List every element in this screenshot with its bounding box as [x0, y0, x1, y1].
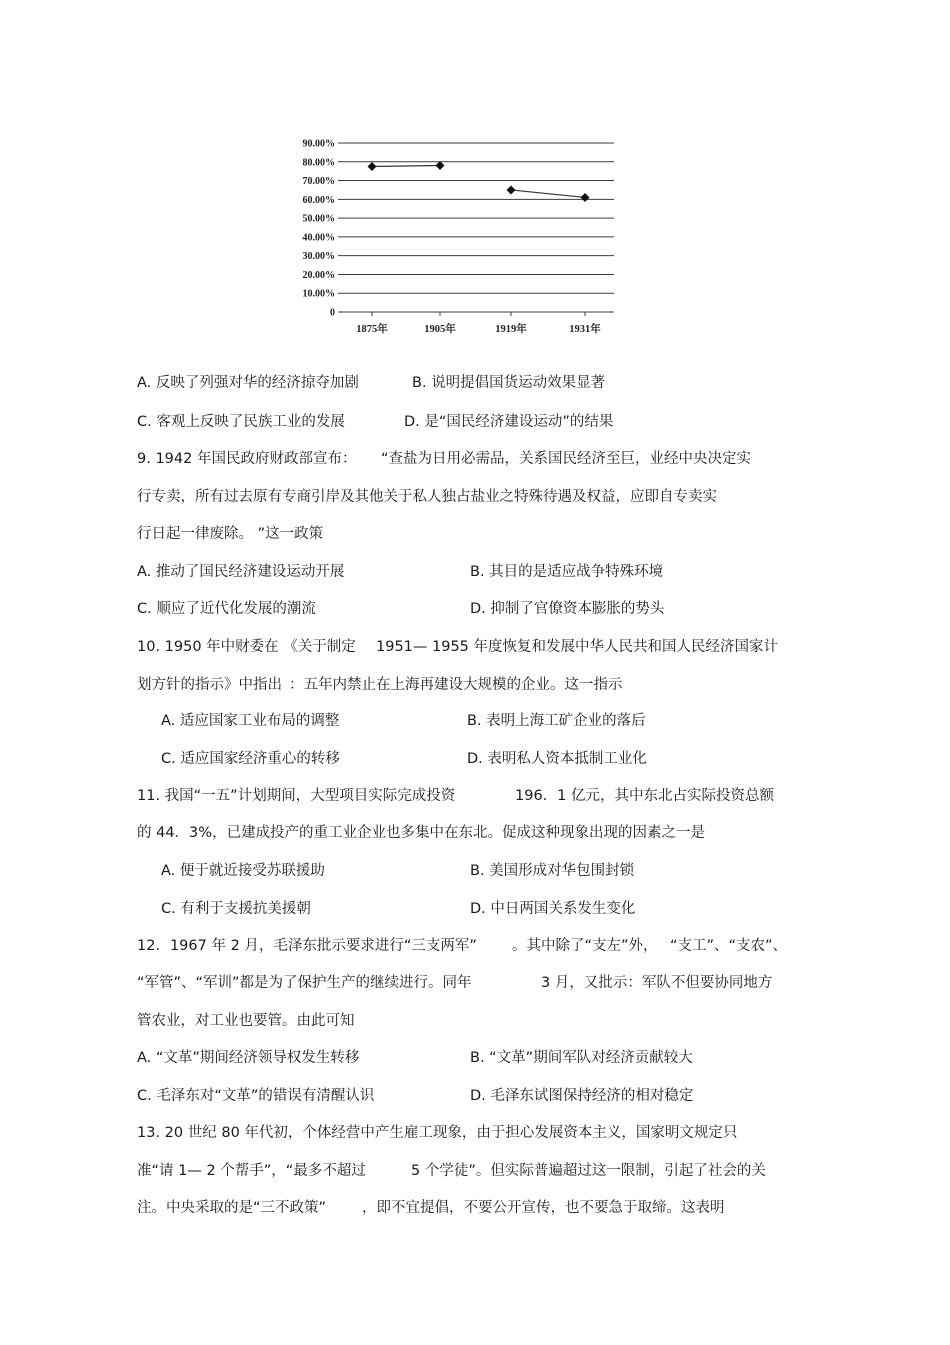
q13-stem-2a: 准“请 1— 2 个帮手”，“最多不超过	[137, 1163, 366, 1179]
series-line	[511, 190, 585, 198]
q9-stem-3: 行日起一律废除。 ”这一政策	[137, 526, 324, 542]
y-tick-label: 10.00%	[302, 288, 335, 300]
q12-stem-1a: 12．1967 年 2 月，毛泽东批示要求进行“三支两军”	[137, 938, 477, 954]
q9-option-d[interactable]: D. 抑制了官僚资本膨胀的势头	[470, 601, 665, 617]
q8-option-d[interactable]: D. 是“国民经济建设运动”的结果	[404, 414, 614, 430]
y-tick-label: 20.00%	[302, 269, 335, 281]
q10-stem-2a: 划方针的指示》中指出	[137, 677, 282, 693]
q9-stem-1b: “查盐为日用必需品，关系国民经济至巨，业经中央决定实	[381, 451, 752, 467]
x-tick-label: 1919年	[495, 324, 527, 335]
q11-stem-2: 的 44．3%，已建成投产的重工业企业也多集中在东北。促成这种现象出现的因素之一是	[137, 825, 706, 841]
q11-option-c[interactable]: C. 有利于支援抗美援朝	[161, 901, 311, 917]
q12-option-b[interactable]: B. “文革”期间军队对经济贡献较大	[470, 1050, 693, 1066]
q11-option-b[interactable]: B. 美国形成对华包围封锁	[470, 863, 635, 879]
chart-x-ticks	[356, 312, 601, 335]
y-tick-label: 70.00%	[302, 176, 335, 188]
q9-option-b[interactable]: B. 其目的是适应战争特殊环境	[470, 564, 664, 580]
q8-option-a[interactable]: A. 反映了列强对华的经济掠夺加剧	[137, 375, 359, 391]
q13-stem-1: 13. 20 世纪 80 年代初，个体经营中产生雇工现象，由于担心发展资本主义，国家明文规定只	[137, 1125, 738, 1141]
data-point-marker	[368, 162, 377, 171]
q8-option-c[interactable]: C. 客观上反映了民族工业的发展	[137, 414, 345, 430]
q12-stem-1b: 。其中除了“支左”外，	[512, 938, 658, 954]
q13-stem-2b: 5 个学徒”。但实际普遍超过这一限制，引起了社会的关	[411, 1163, 766, 1179]
q13-stem-3b: ，即不宜提倡，不要公开宣传，也不要急于取缔。这表明	[362, 1200, 725, 1216]
y-tick-label: 40.00%	[302, 232, 335, 244]
data-point-marker	[581, 193, 590, 202]
q10-stem-2b: ：五年内禁止在上海再建设大规模的企业。这一指示	[289, 677, 623, 693]
q12-stem-2a: “军管”、“军训”都是为了保护生产的继续进行。同年	[137, 975, 472, 991]
q12-option-c[interactable]: C. 毛泽东对“文革”的错误有清醒认识	[137, 1088, 375, 1104]
q12-option-a[interactable]: A. “文革”期间经济领导权发生转移	[137, 1050, 360, 1066]
q10-option-c[interactable]: C. 适应国家经济重心的转移	[161, 751, 340, 767]
chart-y-ticks	[303, 139, 336, 319]
chart-gridlines	[338, 143, 614, 312]
x-tick-label: 1931年	[569, 324, 601, 335]
line-chart	[280, 130, 640, 345]
data-point-marker	[436, 161, 445, 170]
y-tick-label: 60.00%	[302, 194, 335, 206]
q10-option-a[interactable]: A. 适应国家工业布局的调整	[161, 713, 340, 729]
q12-stem-3: 管农业，对工业也要管。由此可知	[137, 1013, 355, 1029]
chart-series	[368, 161, 590, 202]
q11-stem-1a: 11. 我国“一五”计划期间，大型项目实际完成投资	[137, 788, 456, 804]
q10-stem-1b: 1951— 1955 年度恢复和发展中华人民共和国人民经济国家计	[376, 639, 779, 655]
q9-option-c[interactable]: C. 顺应了近代化发展的潮流	[137, 601, 316, 617]
y-tick-label: 90.00%	[302, 138, 335, 150]
q12-stem-2b: 3 月，又批示：军队不但要协同地方	[541, 975, 773, 991]
q10-option-d[interactable]: D. 表明私人资本抵制工业化	[467, 751, 647, 767]
y-tick-label: 80.00%	[302, 157, 335, 169]
x-tick-label: 1905年	[424, 324, 456, 335]
q9-option-a[interactable]: A. 推动了国民经济建设运动开展	[137, 564, 345, 580]
q12-stem-1c: “支工”、“支农”、	[670, 938, 788, 954]
q11-option-a[interactable]: A. 便于就近接受苏联援助	[161, 863, 325, 879]
q9-stem-1a: 9. 1942 年国民政府财政部宣布：	[137, 451, 357, 467]
q10-option-b[interactable]: B. 表明上海工矿企业的落后	[467, 713, 646, 729]
q12-option-d[interactable]: D. 毛泽东试图保持经济的相对稳定	[470, 1088, 694, 1104]
q10-stem-1a: 10. 1950 年中财委在 《关于制定	[137, 639, 356, 655]
x-tick-label: 1875年	[356, 324, 388, 335]
y-tick-label: 30.00%	[302, 251, 335, 263]
q13-stem-3a: 注。中央采取的是“三不政策”	[137, 1200, 327, 1216]
q9-stem-2: 行专卖，所有过去原有专商引岸及其他关于私人独占盐业之特殊待遇及权益，应即自专卖实	[137, 489, 717, 505]
y-tick-label: 50.00%	[302, 213, 335, 225]
q11-stem-1b: 196．1 亿元，其中东北占实际投资总额	[515, 788, 775, 804]
series-line	[372, 166, 440, 167]
chart-svg	[280, 130, 640, 345]
y-tick-label: 0	[330, 307, 335, 319]
q11-option-d[interactable]: D. 中日两国关系发生变化	[470, 901, 636, 917]
data-point-marker	[507, 185, 516, 194]
q8-option-b[interactable]: B. 说明提倡国货运动效果显著	[412, 375, 606, 391]
